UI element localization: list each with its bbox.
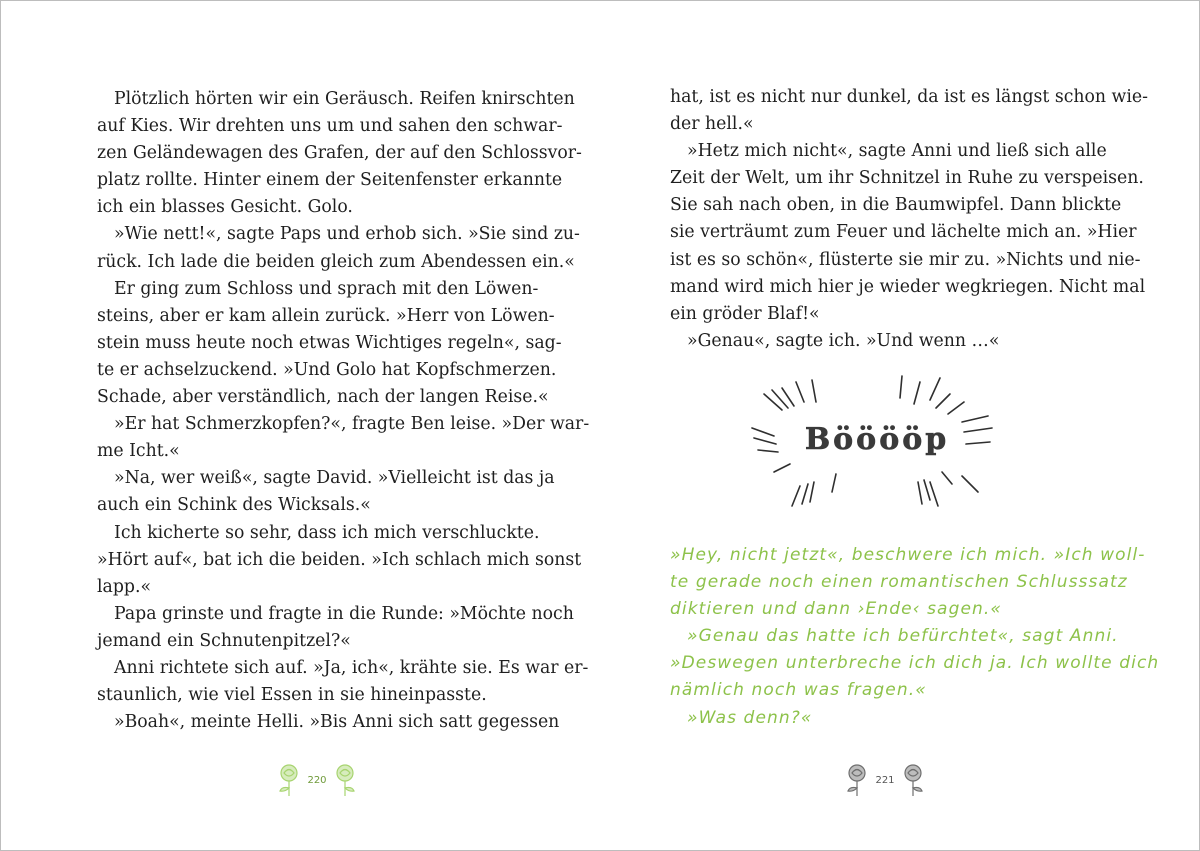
text-line: jemand ein Schnutenpitzel?« xyxy=(97,630,351,651)
rose-icon-gray xyxy=(899,762,927,798)
text-line: »Was denn?« xyxy=(687,707,813,728)
text-line: Schade, aber verständlich, nach der langen Reise.« xyxy=(97,387,549,408)
sound-effect-burst xyxy=(752,372,1002,518)
right-body-text xyxy=(670,84,1148,355)
right-folio xyxy=(840,760,930,800)
text-line: rück. Ich lade die beiden gleich zum Abendessen ein.« xyxy=(97,251,575,272)
text-line: Papa grinste und fragte in die Runde: »Möchte noch xyxy=(114,603,574,624)
text-line: »Hey, nicht jetzt«, beschwere ich mich. »Ich woll- xyxy=(670,545,1146,565)
text-line: »Er hat Schmerzkopfen?«, fragte Ben leise. »Der war- xyxy=(114,414,590,435)
text-line: mand wird mich hier je wieder wegkriegen. Nicht mal xyxy=(670,276,1146,297)
text-line: sie verträumt zum Feuer und lächelte mich an. »Hier xyxy=(670,222,1137,243)
text-line: »Na, wer weiß«, sagte David. »Vielleicht ist das ja xyxy=(114,468,555,489)
text-line: me Icht.« xyxy=(97,441,180,462)
text-line: Plötzlich hörten wir ein Geräusch. Reifen knirschten xyxy=(114,89,575,109)
page-number-right: 221 xyxy=(875,774,895,786)
text-line: Ich kicherte so sehr, dass ich mich verschluckte. xyxy=(114,522,540,543)
text-line: »Deswegen unterbreche ich dich ja. Ich wollte dich xyxy=(670,653,1160,674)
text-line: Sie sah nach oben, in die Baumwipfel. Dann blickte xyxy=(670,195,1122,216)
text-line: »Boah«, meinte Helli. »Bis Anni sich satt gegessen xyxy=(114,712,560,733)
text-line: te er achselzuckend. »Und Golo hat Kopfschmerzen. xyxy=(97,359,557,380)
text-line: auf Kies. Wir drehten uns um und sahen den schwar- xyxy=(97,116,563,137)
text-line: Er ging zum Schloss und sprach mit den Löwen- xyxy=(114,278,539,299)
page-number-left: 220 xyxy=(307,774,327,786)
left-body-text xyxy=(97,86,590,736)
text-line: lapp.« xyxy=(97,576,152,597)
text-line: diktieren und dann ›Ende‹ sagen.« xyxy=(670,599,1002,620)
text-line: »Wie nett!«, sagte Paps und erhob sich. »Sie sind zu- xyxy=(114,224,580,245)
left-page xyxy=(97,0,590,851)
text-line: nämlich noch was fragen.« xyxy=(670,680,927,701)
text-line: ist es so schön«, flüsterte sie mir zu. »Nichts und nie- xyxy=(670,249,1141,270)
text-line: ein gröder Blaf!« xyxy=(670,303,820,324)
text-line: platz rollte. Hinter einem der Seitenfenster erkannte xyxy=(97,170,563,191)
text-line: »Hört auf«, bat ich die beiden. »Ich schlach mich sonst xyxy=(97,549,582,570)
handwritten-dialogue xyxy=(670,542,1160,732)
right-page xyxy=(670,0,1160,851)
text-line: auch ein Schink des Wicksals.« xyxy=(97,495,371,516)
sound-effect-text: Bööööp xyxy=(804,422,950,457)
left-folio xyxy=(272,760,362,800)
text-line: der hell.« xyxy=(670,114,754,135)
text-line: Zeit der Welt, um ihr Schnitzel in Ruhe zu verspeisen. xyxy=(670,168,1144,189)
rose-icon-green xyxy=(331,762,359,798)
text-line: Anni richtete sich auf. »Ja, ich«, krähte sie. Es war er- xyxy=(114,657,589,678)
text-line: »Genau«, sagte ich. »Und wenn …« xyxy=(687,330,1000,351)
text-line: stein muss heute noch etwas Wichtiges regeln«, sag- xyxy=(97,332,562,353)
text-line: staunlich, wie viel Essen in sie hineinpasste. xyxy=(97,685,487,706)
text-line: »Hetz mich nicht«, sagte Anni und ließ sich alle xyxy=(687,141,1107,162)
rose-icon-gray xyxy=(843,762,871,798)
text-line: zen Geländewagen des Grafen, der auf den Schlossvor- xyxy=(97,143,582,164)
text-line: hat, ist es nicht nur dunkel, da ist es längst schon wie- xyxy=(670,87,1148,107)
text-line: steins, aber er kam allein zurück. »Herr von Löwen- xyxy=(97,305,555,326)
text-line: ich ein blasses Gesicht. Golo. xyxy=(97,197,353,218)
text-line: »Genau das hatte ich befürchtet«, sagt Anni. xyxy=(687,626,1119,647)
rose-icon-green xyxy=(275,762,303,798)
text-line: te gerade noch einen romantischen Schlusssatz xyxy=(670,572,1128,593)
